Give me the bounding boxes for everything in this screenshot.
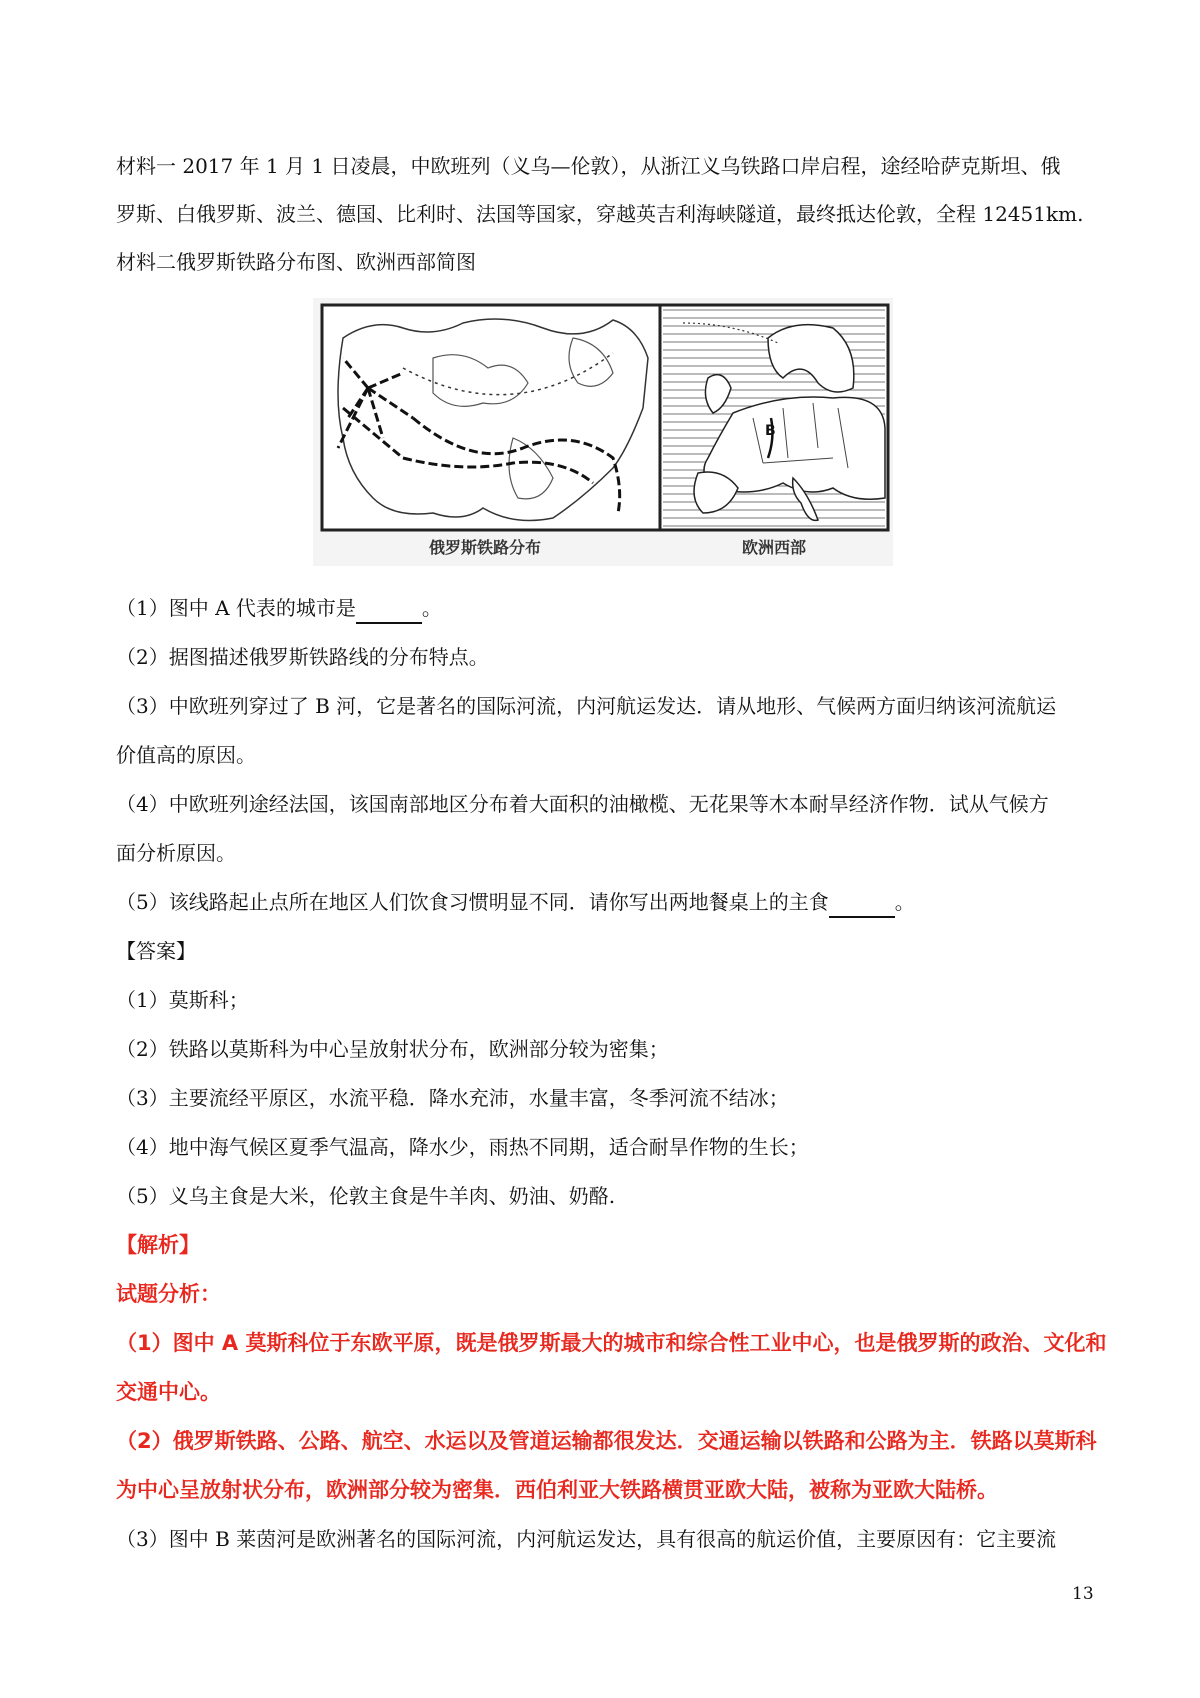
answer-3: （3）主要流经平原区，水流平稳．降水充沛，水量丰富，冬季河流不结冰； bbox=[116, 1086, 789, 1110]
answer-blank-1 bbox=[356, 594, 422, 624]
map-figure bbox=[313, 298, 893, 566]
analysis-1-line-2: 交通中心。 bbox=[116, 1380, 221, 1404]
question-4-line-2: 面分析原因。 bbox=[116, 841, 236, 865]
left-map-caption: 俄罗斯铁路分布 bbox=[428, 538, 542, 557]
answer-5: （5）义乌主食是大米，伦敦主食是牛羊肉、奶油、奶酪. bbox=[116, 1184, 616, 1208]
question-1-end: 。 bbox=[421, 596, 442, 620]
analysis-2-line-1: （2）俄罗斯铁路、公路、航空、水运以及管道运输都很发达．交通运输以铁路和公路为主．铁路以莫斯科 bbox=[116, 1429, 1097, 1453]
analysis-2-line-2: 为中心呈放射状分布，欧洲部分较为密集．西伯利亚大铁路横贯亚欧大陆，被称为亚欧大陆桥。 bbox=[116, 1478, 998, 1502]
answer-blank-5 bbox=[829, 888, 895, 918]
river-b-label: B bbox=[765, 423, 776, 439]
analysis-heading: 【解析】 bbox=[116, 1233, 200, 1257]
question-5 bbox=[116, 888, 1096, 918]
question-1 bbox=[116, 594, 1096, 624]
russia-europe-maps bbox=[313, 298, 893, 566]
russia-railway-map bbox=[322, 305, 661, 530]
answer-4: （4）地中海气候区夏季气温高，降水少，雨热不同期，适合耐旱作物的生长； bbox=[116, 1135, 809, 1159]
material-2-title: 材料二俄罗斯铁路分布图、欧洲西部简图 bbox=[116, 250, 476, 274]
question-3-line-1: （3）中欧班列穿过了 B 河，它是著名的国际河流，内河航运发达．请从地形、气候两方面归纳该河流航运 bbox=[116, 694, 1057, 718]
material-1-line-2: 罗斯、白俄罗斯、波兰、德国、比利时、法国等国家，穿越英吉利海峡隧道，最终抵达伦敦，全程 12451km. bbox=[116, 202, 1084, 226]
analysis-subheading: 试题分析： bbox=[116, 1282, 221, 1306]
right-map-caption: 欧洲西部 bbox=[741, 538, 807, 557]
question-3-line-2: 价值高的原因。 bbox=[116, 743, 256, 767]
question-5-end: 。 bbox=[894, 890, 915, 914]
answer-2: （2）铁路以莫斯科为中心呈放射状分布，欧洲部分较为密集； bbox=[116, 1037, 669, 1061]
answer-1: （1）莫斯科； bbox=[116, 988, 249, 1012]
page-number: 13 bbox=[1072, 1584, 1094, 1604]
question-5-text: （5）该线路起止点所在地区人们饮食习惯明显不同．请你写出两地餐桌上的主食 bbox=[116, 890, 829, 914]
question-1-text: （1）图中 A 代表的城市是 bbox=[116, 596, 356, 620]
analysis-1-line-1: （1）图中 A 莫斯科位于东欧平原，既是俄罗斯最大的城市和综合性工业中心，也是俄罗斯的政治、文化和 bbox=[116, 1331, 1107, 1355]
analysis-3-line-1: （3）图中 B 莱茵河是欧洲著名的国际河流，内河航运发达，具有很高的航运价值，主要原因有：它主要流 bbox=[116, 1527, 1057, 1551]
question-4-line-1: （4）中欧班列途经法国，该国南部地区分布着大面积的油橄榄、无花果等木本耐旱经济作物．试从气候方 bbox=[116, 792, 1049, 816]
material-1-line-1: 材料一 2017 年 1 月 1 日凌晨，中欧班列（义乌—伦敦），从浙江义乌铁路口岸启程，途经哈萨克斯坦、俄 bbox=[116, 154, 1061, 178]
answer-heading: 【答案】 bbox=[116, 939, 196, 963]
western-europe-map bbox=[660, 305, 888, 530]
question-2: （2）据图描述俄罗斯铁路线的分布特点。 bbox=[116, 645, 489, 669]
